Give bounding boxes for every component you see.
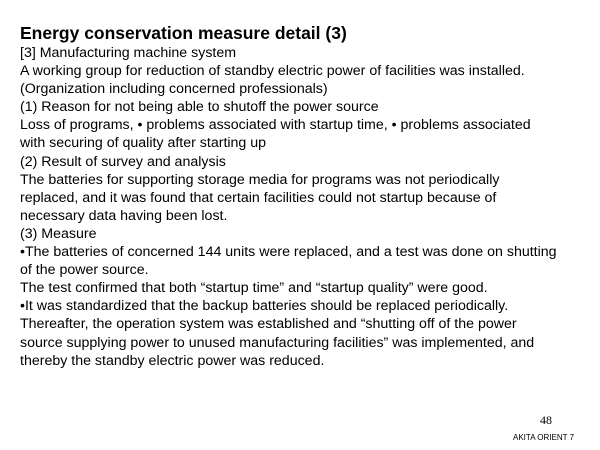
body-line: The test confirmed that both “startup time” and “startup quality” were good. — [20, 280, 488, 297]
body-line: (Organization including concerned professionals) — [20, 81, 328, 98]
body-line: •The batteries of concerned 144 units were replaced, and a test was done on shutting — [20, 244, 557, 261]
body-line: necessary data having been lost. — [20, 207, 228, 224]
body-line: The batteries for supporting storage media for programs was not periodically — [20, 171, 500, 188]
footer-label: AKITA ORIENT 7 — [513, 433, 575, 442]
body-line: •It was standardized that the backup batteries should be replaced periodically. — [20, 298, 509, 315]
body-line: source supplying power to unused manufacturing facilities” was implemented, and — [20, 334, 535, 351]
body-line: (1) Reason for not being able to shutoff the power source — [20, 99, 379, 116]
body-line: Loss of programs, • problems associated with startup time, • problems associated — [20, 117, 531, 134]
body-line: A working group for reduction of standby electric power of facilities was installed. — [20, 63, 525, 80]
body-line: with securing of quality after starting up — [20, 135, 267, 152]
body-line: Thereafter, the operation system was established and “shutting off of the power — [20, 316, 517, 333]
body-line: replaced, and it was found that certain facilities could not startup because of — [20, 189, 497, 206]
body-line: [3] Manufacturing machine system — [20, 45, 237, 61]
body-line: of the power source. — [20, 262, 149, 279]
body-line: thereby the standby electric power was reduced. — [20, 352, 325, 369]
body-line: (3) Measure — [20, 225, 97, 242]
body-line: (2) Result of survey and analysis — [20, 153, 226, 170]
slide-title: Energy conservation measure detail (3) — [20, 23, 347, 43]
page-number: 48 — [540, 413, 552, 427]
slide-body — [20, 44, 592, 370]
